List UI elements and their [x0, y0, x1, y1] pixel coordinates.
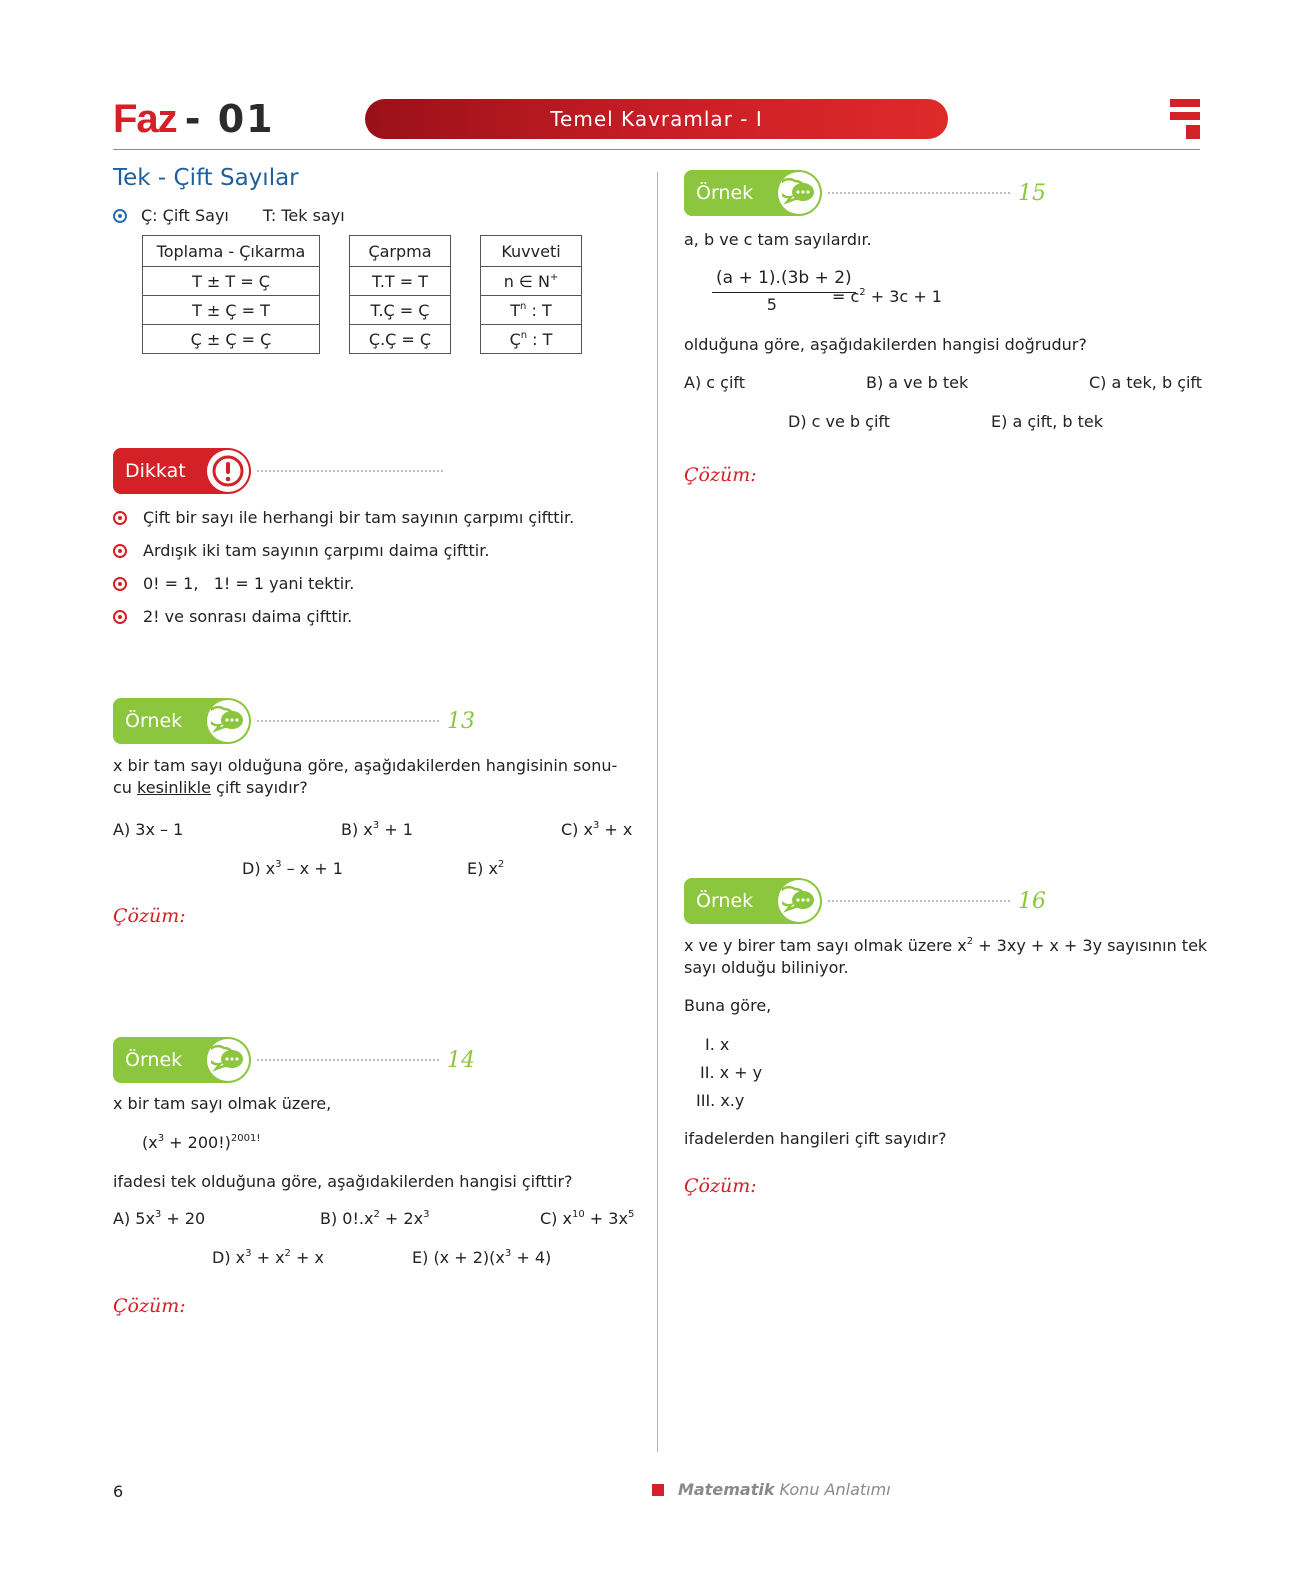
table-cell: $Ç^n$ : T: [481, 325, 582, 354]
dikkat-item: Ardışık iki tam sayının çarpımı daima çifttir.: [113, 541, 489, 560]
dikkat-badge: [113, 448, 443, 494]
ornek-badge-13: [113, 698, 475, 744]
red-target-icon: [113, 610, 127, 624]
solution-label: Çözüm:: [113, 905, 186, 927]
option-d: D) c ve b çift: [788, 412, 891, 431]
question-16: ifadelerden hangileri çift sayıdır?: [684, 1129, 947, 1148]
option-d: D) $x^3 + x^2 + x$: [212, 1248, 324, 1267]
red-target-icon: [113, 544, 127, 558]
dikkat-item: Çift bir sayı ile herhangi bir tam sayının çarpımı çifttir.: [113, 508, 574, 527]
table-multiplication: [349, 235, 451, 354]
example-number: 13: [447, 708, 475, 734]
option-b: B) $x^3 + 1$: [341, 820, 413, 839]
table-cell: T ± Ç = T: [143, 296, 320, 325]
option-c: C) $x^3 + x$: [561, 820, 633, 839]
option-b: B) a ve b tek: [866, 373, 969, 392]
expression-14: $(x^3 + 200!)^{2001!}$: [142, 1133, 261, 1152]
ornek-badge-15: [684, 170, 1046, 216]
example-number: 16: [1018, 888, 1046, 914]
denominator: 5: [766, 295, 777, 314]
ornek-badge-16: [684, 878, 1046, 924]
table-cell: Ç.Ç = Ç: [350, 325, 451, 354]
legend: [113, 206, 345, 225]
table-header: Toplama - Çıkarma: [143, 236, 320, 267]
statement-item: II. x + y: [700, 1063, 763, 1082]
dikkat-item: 2! ve sonrası daima çifttir.: [113, 607, 352, 626]
example-number: 15: [1018, 180, 1046, 206]
option-e: E) $(x + 2)(x^3 + 4)$: [412, 1248, 552, 1267]
page-number: 6: [113, 1482, 124, 1501]
dikkat-item: 0! = 1, 1! = 1 yani tektir.: [113, 574, 354, 593]
question-13: x bir tam sayı olduğuna göre, aşağıdakilerden hangisinin sonu- cu kesinlikle çift sayıdır?: [113, 756, 618, 797]
table-cell: T.T = T: [350, 267, 451, 296]
topic-title: Temel Kavramlar - I: [550, 107, 763, 131]
ornek-label: Örnek: [125, 710, 183, 732]
option-a: A) $5x^3 + 20$: [113, 1209, 206, 1228]
table-cell: T.Ç = Ç: [350, 296, 451, 325]
option-e: E) $x^2$: [467, 859, 505, 878]
table-addition: [142, 235, 320, 354]
table-cell: n ∈ N+: [481, 267, 582, 296]
lead-16: Buna göre,: [684, 996, 772, 1015]
table-cell: T ± T = Ç: [143, 267, 320, 296]
red-target-icon: [113, 577, 127, 591]
solution-label: Çözüm:: [684, 464, 757, 486]
header-divider: [113, 149, 1200, 150]
column-divider: [657, 172, 658, 1452]
question-14: ifadesi tek olduğuna göre, aşağıdakilerden hangisi çifttir?: [113, 1172, 573, 1191]
option-b: B) $0!.x^2 + 2x^3$: [320, 1209, 430, 1228]
ornek-label: Örnek: [696, 890, 754, 912]
intro-14: x bir tam sayı olmak üzere,: [113, 1094, 332, 1113]
table-power: [480, 235, 582, 354]
speech-bubbles-icon: [778, 172, 820, 214]
exclamation-icon: [207, 450, 249, 492]
statement-item: III. x.y: [696, 1091, 745, 1110]
ornek-label: Örnek: [125, 1049, 183, 1071]
speech-bubbles-icon: [207, 700, 249, 742]
table-header: Çarpma: [350, 236, 451, 267]
intro-16: x ve y birer tam sayı olmak üzere $x^2 + 3xy + x + 3y$ sayısının tek sayı olduğu biliniyor.: [684, 936, 1208, 977]
red-target-icon: [113, 511, 127, 525]
option-c: C) a tek, b çift: [1089, 373, 1203, 392]
table-header: Kuvveti: [481, 236, 582, 267]
numerator: (a + 1).(3b + 2): [712, 268, 856, 293]
table-cell: Ç ± Ç = Ç: [143, 325, 320, 354]
solution-label: Çözüm:: [113, 1295, 186, 1317]
corner-logo-icon: [1170, 99, 1200, 139]
example-number: 14: [447, 1047, 475, 1073]
logo-word: Faz: [113, 97, 177, 141]
footer-brand: Matematik Konu Anlatımı: [652, 1480, 891, 1499]
intro-15: a, b ve c tam sayılardır.: [684, 230, 872, 249]
speech-bubbles-icon: [207, 1039, 249, 1081]
option-c: C) $x^{10} + 3x^5$: [540, 1209, 635, 1228]
ornek-badge-14: [113, 1037, 475, 1083]
section-title: Tek - Çift Sayılar: [113, 165, 299, 191]
option-a: A) c çift: [684, 373, 746, 392]
question-15: olduğuna göre, aşağıdakilerden hangisi doğrudur?: [684, 335, 1087, 354]
topic-bar: [365, 99, 948, 139]
legend-odd: T: Tek sayı: [262, 206, 345, 225]
option-e: E) a çift, b tek: [991, 412, 1103, 431]
dikkat-label: Dikkat: [125, 460, 186, 482]
legend-even: Ç: Çift Sayı: [141, 206, 229, 225]
option-a: A) 3x – 1: [113, 820, 184, 839]
speech-bubbles-icon: [778, 880, 820, 922]
equation-rhs: = $c^2 + 3c + 1$: [832, 287, 942, 306]
red-square-icon: [652, 1484, 664, 1496]
ornek-label: Örnek: [696, 182, 754, 204]
solution-label: Çözüm:: [684, 1175, 757, 1197]
blue-target-icon: [113, 209, 127, 223]
faz-logo: [113, 96, 275, 142]
option-d: D) $x^3 - x + 1$: [242, 859, 343, 878]
unit-number: - 01: [184, 97, 275, 141]
statement-item: I. x: [705, 1035, 730, 1054]
table-cell: $T^n$ : T: [481, 296, 582, 325]
